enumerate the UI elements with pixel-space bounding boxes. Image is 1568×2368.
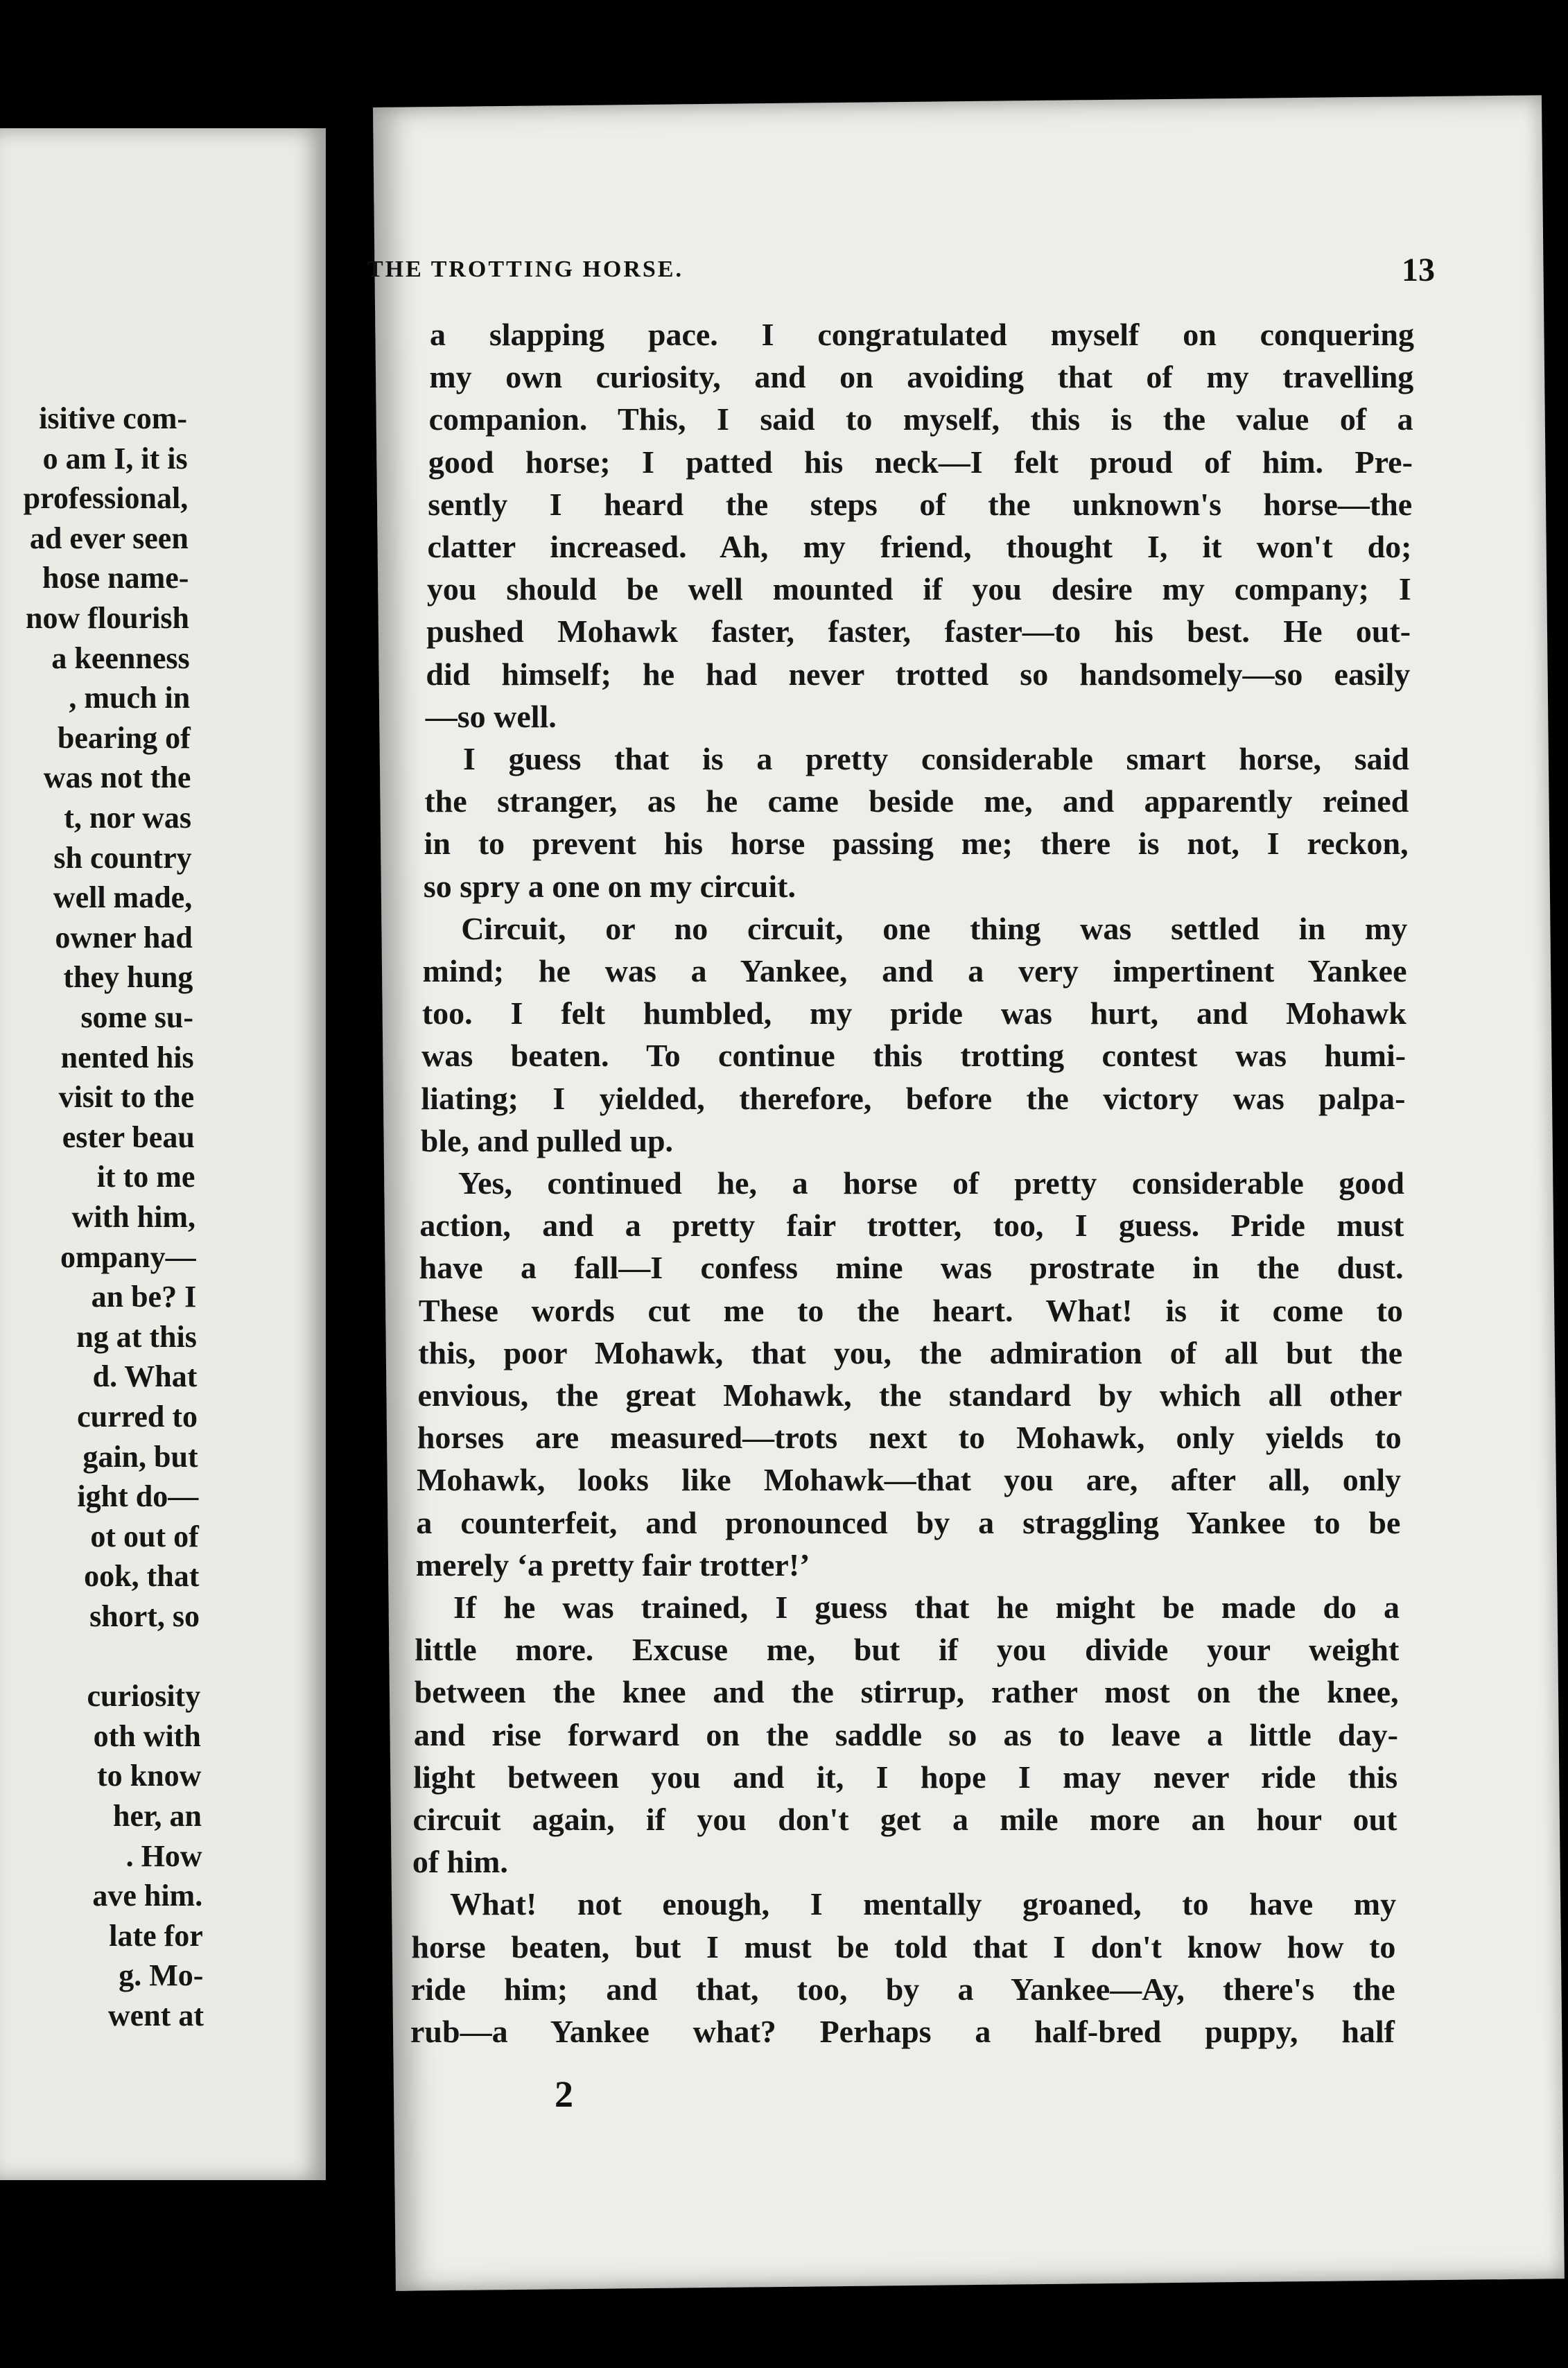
body-line: Yes, continued he, a horse of pretty considerable good [458, 1165, 1404, 1201]
left-page-line: d. What [92, 1359, 198, 1394]
body-line: so spry a one on my circuit. [423, 868, 796, 904]
body-line: sently I heard the steps of the unknown's horse—the [428, 486, 1413, 522]
left-page-line: her, an [113, 1799, 202, 1833]
body-line: light between you and it, I hope I may never ride this [413, 1759, 1398, 1795]
body-line: pushed Mohawk faster, faster, faster—to his best. He out- [426, 613, 1411, 650]
body-line: in to prevent his horse passing me; there is not, I reckon, [424, 826, 1409, 862]
body-line: between the knee and the stirrup, rather most on the knee, [414, 1674, 1399, 1710]
body-line: companion. This, I said to myself, this is the value of a [428, 401, 1413, 437]
body-line: action, and a pretty fair trotter, too, I guess. Pride must [419, 1208, 1404, 1244]
body-line: clatter increased. Ah, my friend, thought I, it won't do; [427, 529, 1412, 564]
left-page-line: to know [97, 1759, 202, 1793]
running-head-title: THE TROTTING HORSE. [367, 256, 683, 282]
left-page-line: ng at this [76, 1319, 197, 1354]
left-page-line: some su- [80, 1000, 193, 1034]
body-line: little more. Excuse me, but if you divide your weight [415, 1632, 1400, 1668]
left-page-line: owner had [55, 920, 193, 955]
left-page-line: ot out of [90, 1519, 199, 1553]
left-page-line: ight do— [77, 1479, 199, 1514]
body-line: too. I felt humbled, my pride was hurt, and Mohawk [421, 995, 1406, 1031]
left-page-line: hose name- [42, 561, 189, 595]
left-page-line: sh country [53, 840, 192, 875]
left-page-line: they hung [63, 960, 193, 995]
left-page-line: . How [125, 1838, 202, 1873]
left-page-line: late for [109, 1918, 203, 1953]
body-line: —so well. [425, 698, 557, 734]
body-line: have a fall—I confess mine was prostrate in the dust. [419, 1250, 1404, 1286]
body-line: If he was trained, I guess that he might be made do a [453, 1590, 1400, 1625]
body-line: this, poor Mohawk, that you, the admiration of all but the [418, 1334, 1403, 1370]
left-page-line: went at [107, 1999, 204, 2032]
body-line: a counterfeit, and pronounced by a straggling Yankee to be [416, 1504, 1401, 1540]
left-page-line: was not the [43, 760, 191, 795]
left-page-line: o am I, it is [42, 441, 188, 476]
left-page-line: ook, that [84, 1559, 200, 1594]
body-line: was beaten. To continue this trotting contest was humi- [421, 1038, 1406, 1074]
left-page-line: oth with [93, 1718, 201, 1753]
body-line: What! not enough, I mentally groaned, to have my [450, 1886, 1397, 1922]
left-page-line: nented his [60, 1040, 194, 1074]
left-page-line: with him, [71, 1200, 195, 1234]
body-line: liating; I yielded, therefore, before the victory was palpa- [421, 1080, 1406, 1116]
body-line: did himself; he had never trotted so handsomely—so easily [426, 656, 1411, 692]
body-line: of him. [412, 1844, 508, 1880]
body-line: rub—a Yankee what? Perhaps a half-bred puppy, half [410, 2014, 1395, 2049]
body-line: a slapping pace. I congratulated myself on conquering [430, 317, 1414, 352]
left-page-line: an be? I [91, 1280, 197, 1314]
left-page-line: ompany— [60, 1239, 196, 1274]
body-line: circuit again, if you don't get a mile more an hour out [412, 1802, 1397, 1837]
left-page-line: gain, but [82, 1439, 198, 1474]
body-line: Mohawk, looks like Mohawk—that you are, after all, only [417, 1462, 1402, 1498]
body-line: my own curiosity, and on avoiding that of my travelling [429, 359, 1414, 395]
left-page-line: ave him. [92, 1879, 203, 1913]
running-head [367, 252, 1435, 298]
left-page-fragment [0, 128, 326, 2180]
left-page-line: well made, [53, 880, 193, 915]
body-line: merely ‘a pretty fair trotter!’ [415, 1547, 810, 1583]
body-line: Circuit, or no circuit, one thing was settled in my [461, 910, 1408, 946]
left-page-line: a keenness [51, 641, 190, 675]
left-page-line: g. Mo- [119, 1958, 204, 1993]
body-line: the stranger, as he came beside me, and apparently reined [424, 783, 1409, 819]
page-number: 13 [1402, 252, 1435, 288]
left-page-line: now flourish [26, 601, 189, 635]
left-page-line: ad ever seen [29, 521, 189, 555]
left-page-line: t, nor was [64, 801, 191, 835]
body-line: These words cut me to the heart. What! is it come to [418, 1292, 1403, 1328]
left-page-line: curred to [77, 1400, 198, 1434]
body-line: ble, and pulled up. [420, 1122, 674, 1158]
body-line: envious, the great Mohawk, the standard by which all other [417, 1377, 1402, 1413]
left-page-line: visit to the [58, 1080, 195, 1115]
signature-mark: 2 [555, 2073, 573, 2115]
body-line: and rise forward on the saddle so as to leave a little day- [413, 1716, 1398, 1752]
left-page-line: curiosity [87, 1679, 201, 1714]
body-line: I guess that is a pretty considerable smart horse, said [463, 741, 1409, 776]
left-page-line: bearing of [57, 720, 191, 755]
left-page-line: isitive com- [39, 401, 187, 435]
body-line: horse beaten, but I must be told that I don't know how to [411, 1929, 1396, 1965]
left-page-line: it to me [96, 1160, 195, 1194]
left-page-line: , much in [69, 681, 191, 715]
body-line: you should be well mounted if you desire my company; I [426, 571, 1411, 607]
body-line: horses are measured—trots next to Mohawk, only yields to [417, 1420, 1402, 1456]
body-line: good horse; I patted his neck—I felt proud of him. Pre- [428, 444, 1413, 480]
left-page-line: professional, [23, 481, 189, 516]
body-line: ride him; and that, too, by a Yankee—Ay, there's the [410, 1971, 1395, 2007]
left-page-line: ester beau [62, 1120, 195, 1154]
left-page-line: short, so [89, 1599, 200, 1633]
body-line: mind; he was a Yankee, and a very impertinent Yankee [422, 953, 1407, 989]
